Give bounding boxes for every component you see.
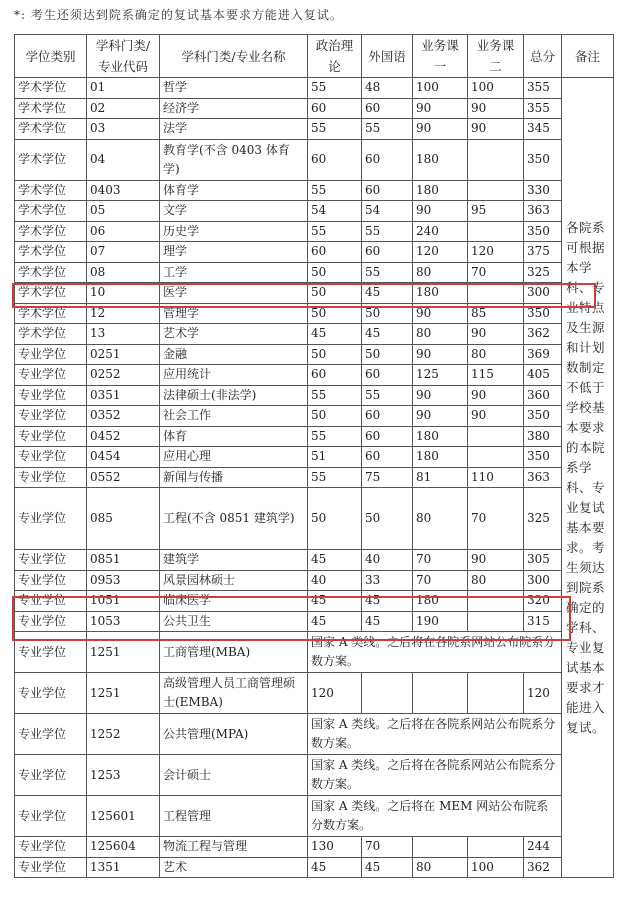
table-row bbox=[15, 755, 614, 796]
cell-code: 1253 bbox=[87, 755, 160, 796]
cell-politics: 45 bbox=[308, 550, 362, 571]
cell-course-two: 120 bbox=[468, 242, 524, 263]
cell-foreign-language: 50 bbox=[362, 344, 413, 365]
cell-total: 375 bbox=[524, 242, 562, 263]
table-row bbox=[15, 591, 614, 612]
cell-total: 315 bbox=[524, 611, 562, 632]
cell-course-one: 90 bbox=[413, 385, 468, 406]
cell-total: 345 bbox=[524, 119, 562, 140]
table-row bbox=[15, 119, 614, 140]
cell-politics: 45 bbox=[308, 611, 362, 632]
cell-course-two bbox=[468, 673, 524, 714]
cell-foreign-language: 60 bbox=[362, 180, 413, 201]
cell-code: 07 bbox=[87, 242, 160, 263]
cell-total: 300 bbox=[524, 570, 562, 591]
header-code: 学科门类/专业代码 bbox=[87, 35, 160, 78]
cell-degree-type: 专业学位 bbox=[15, 837, 87, 858]
table-row bbox=[15, 488, 614, 550]
cell-code: 01 bbox=[87, 78, 160, 99]
cell-code: 1051 bbox=[87, 591, 160, 612]
cell-code: 12 bbox=[87, 303, 160, 324]
cell-course-two bbox=[468, 221, 524, 242]
cell-code: 0252 bbox=[87, 365, 160, 386]
cell-course-one bbox=[413, 673, 468, 714]
cell-course-two: 100 bbox=[468, 78, 524, 99]
cell-degree-type: 学术学位 bbox=[15, 242, 87, 263]
cell-course-one: 70 bbox=[413, 570, 468, 591]
cell-foreign-language: 60 bbox=[362, 406, 413, 427]
header-total: 总分 bbox=[524, 35, 562, 78]
cell-name: 体育 bbox=[160, 426, 308, 447]
cell-name: 历史学 bbox=[160, 221, 308, 242]
cell-name: 风景园林硕士 bbox=[160, 570, 308, 591]
table-row bbox=[15, 201, 614, 222]
cell-name: 教育学(不含 0403 体育学) bbox=[160, 139, 308, 180]
cell-degree-type: 专业学位 bbox=[15, 755, 87, 796]
cell-code: 0953 bbox=[87, 570, 160, 591]
cell-code: 0454 bbox=[87, 447, 160, 468]
cell-degree-type: 学术学位 bbox=[15, 139, 87, 180]
table-row bbox=[15, 385, 614, 406]
cell-politics: 50 bbox=[308, 303, 362, 324]
cell-merged-note: 国家 A 类线。之后将在各院系网站公布院系分数方案。 bbox=[308, 632, 562, 673]
cell-name: 新闻与传播 bbox=[160, 467, 308, 488]
cell-code: 13 bbox=[87, 324, 160, 345]
cell-course-one: 80 bbox=[413, 262, 468, 283]
cell-total: 244 bbox=[524, 837, 562, 858]
cell-politics: 50 bbox=[308, 406, 362, 427]
cell-degree-type: 学术学位 bbox=[15, 119, 87, 140]
cell-degree-type: 专业学位 bbox=[15, 632, 87, 673]
cell-course-two: 90 bbox=[468, 324, 524, 345]
table-row bbox=[15, 303, 614, 324]
cell-politics: 51 bbox=[308, 447, 362, 468]
cell-politics: 45 bbox=[308, 324, 362, 345]
cell-course-one: 180 bbox=[413, 283, 468, 304]
cell-degree-type: 专业学位 bbox=[15, 857, 87, 878]
cell-foreign-language: 55 bbox=[362, 119, 413, 140]
cell-code: 125604 bbox=[87, 837, 160, 858]
cell-code: 1053 bbox=[87, 611, 160, 632]
cell-name: 高级管理人员工商管理硕士(EMBA) bbox=[160, 673, 308, 714]
table-row bbox=[15, 857, 614, 878]
cell-foreign-language: 60 bbox=[362, 139, 413, 180]
table-row bbox=[15, 283, 614, 304]
cell-course-one: 100 bbox=[413, 78, 468, 99]
cell-name: 法律硕士(非法学) bbox=[160, 385, 308, 406]
cell-name: 公共管理(MPA) bbox=[160, 714, 308, 755]
table-row bbox=[15, 796, 614, 837]
header-foreign-language: 外国语 bbox=[362, 35, 413, 78]
cell-politics: 60 bbox=[308, 139, 362, 180]
cell-course-one: 80 bbox=[413, 857, 468, 878]
cell-course-one: 125 bbox=[413, 365, 468, 386]
cell-foreign-language: 50 bbox=[362, 488, 413, 550]
cell-total: 330 bbox=[524, 180, 562, 201]
cell-code: 0352 bbox=[87, 406, 160, 427]
cell-politics: 55 bbox=[308, 385, 362, 406]
cell-course-one bbox=[413, 837, 468, 858]
cell-politics: 60 bbox=[308, 98, 362, 119]
cell-degree-type: 学术学位 bbox=[15, 98, 87, 119]
header-remark: 备注 bbox=[562, 35, 614, 78]
cell-total: 350 bbox=[524, 303, 562, 324]
cell-politics: 54 bbox=[308, 201, 362, 222]
cell-total: 325 bbox=[524, 262, 562, 283]
cell-name: 哲学 bbox=[160, 78, 308, 99]
cell-course-one: 90 bbox=[413, 406, 468, 427]
cell-course-one: 80 bbox=[413, 324, 468, 345]
cell-politics: 40 bbox=[308, 570, 362, 591]
cell-degree-type: 专业学位 bbox=[15, 488, 87, 550]
cell-total: 362 bbox=[524, 324, 562, 345]
cell-course-one: 90 bbox=[413, 98, 468, 119]
table-row bbox=[15, 365, 614, 386]
cell-course-two: 90 bbox=[468, 98, 524, 119]
cell-politics: 120 bbox=[308, 673, 362, 714]
cell-course-one: 90 bbox=[413, 344, 468, 365]
cell-code: 1251 bbox=[87, 673, 160, 714]
cell-total: 363 bbox=[524, 467, 562, 488]
cell-course-two: 85 bbox=[468, 303, 524, 324]
cell-course-two: 115 bbox=[468, 365, 524, 386]
cell-name: 文学 bbox=[160, 201, 308, 222]
cell-degree-type: 专业学位 bbox=[15, 385, 87, 406]
cell-degree-type: 专业学位 bbox=[15, 570, 87, 591]
cell-politics: 55 bbox=[308, 467, 362, 488]
cell-name: 体育学 bbox=[160, 180, 308, 201]
cell-degree-type: 专业学位 bbox=[15, 426, 87, 447]
cell-code: 085 bbox=[87, 488, 160, 550]
cell-course-two: 80 bbox=[468, 344, 524, 365]
cell-degree-type: 学术学位 bbox=[15, 262, 87, 283]
cell-name: 金融 bbox=[160, 344, 308, 365]
cell-name: 公共卫生 bbox=[160, 611, 308, 632]
cell-course-one: 240 bbox=[413, 221, 468, 242]
cell-total: 300 bbox=[524, 283, 562, 304]
cell-course-one: 90 bbox=[413, 303, 468, 324]
cell-code: 05 bbox=[87, 201, 160, 222]
cell-degree-type: 专业学位 bbox=[15, 796, 87, 837]
cell-foreign-language: 60 bbox=[362, 365, 413, 386]
cell-course-two bbox=[468, 837, 524, 858]
footnote: *: 考生还须达到院系确定的复试基本要求方能进入复试。 bbox=[14, 8, 343, 22]
cell-foreign-language: 45 bbox=[362, 611, 413, 632]
cell-course-two bbox=[468, 591, 524, 612]
cell-course-two: 70 bbox=[468, 262, 524, 283]
cell-politics: 55 bbox=[308, 180, 362, 201]
cell-course-one: 180 bbox=[413, 591, 468, 612]
cell-total: 325 bbox=[524, 488, 562, 550]
cell-degree-type: 专业学位 bbox=[15, 447, 87, 468]
table-row bbox=[15, 78, 614, 99]
cell-total: 305 bbox=[524, 550, 562, 571]
cell-degree-type: 专业学位 bbox=[15, 406, 87, 427]
cell-total: 369 bbox=[524, 344, 562, 365]
cell-course-two: 95 bbox=[468, 201, 524, 222]
cell-politics: 50 bbox=[308, 283, 362, 304]
cell-degree-type: 专业学位 bbox=[15, 591, 87, 612]
header-row bbox=[15, 35, 614, 78]
table-row bbox=[15, 550, 614, 571]
cell-foreign-language: 45 bbox=[362, 283, 413, 304]
cell-politics: 45 bbox=[308, 591, 362, 612]
cell-course-one: 190 bbox=[413, 611, 468, 632]
cell-degree-type: 专业学位 bbox=[15, 550, 87, 571]
cell-name: 艺术学 bbox=[160, 324, 308, 345]
cell-course-two: 90 bbox=[468, 119, 524, 140]
table-row bbox=[15, 426, 614, 447]
header-course-two: 业务课二 bbox=[468, 35, 524, 78]
cell-course-two bbox=[468, 447, 524, 468]
cell-code: 125601 bbox=[87, 796, 160, 837]
cell-foreign-language: 45 bbox=[362, 324, 413, 345]
cell-course-two bbox=[468, 180, 524, 201]
cell-name: 社会工作 bbox=[160, 406, 308, 427]
cell-foreign-language: 55 bbox=[362, 385, 413, 406]
cell-foreign-language: 33 bbox=[362, 570, 413, 591]
table-row bbox=[15, 611, 614, 632]
cell-name: 应用统计 bbox=[160, 365, 308, 386]
cell-degree-type: 专业学位 bbox=[15, 365, 87, 386]
cell-politics: 55 bbox=[308, 78, 362, 99]
cell-total: 350 bbox=[524, 447, 562, 468]
cell-degree-type: 专业学位 bbox=[15, 611, 87, 632]
cell-politics: 60 bbox=[308, 365, 362, 386]
cell-total: 405 bbox=[524, 365, 562, 386]
cell-course-one: 70 bbox=[413, 550, 468, 571]
cell-course-one: 80 bbox=[413, 488, 468, 550]
table-row bbox=[15, 673, 614, 714]
cell-degree-type: 学术学位 bbox=[15, 78, 87, 99]
cell-course-one: 180 bbox=[413, 180, 468, 201]
table-row bbox=[15, 180, 614, 201]
cell-foreign-language: 50 bbox=[362, 303, 413, 324]
cell-politics: 50 bbox=[308, 262, 362, 283]
cell-course-one: 120 bbox=[413, 242, 468, 263]
cell-total: 120 bbox=[524, 673, 562, 714]
cell-course-two: 90 bbox=[468, 406, 524, 427]
table-row bbox=[15, 221, 614, 242]
cell-course-two bbox=[468, 283, 524, 304]
cell-politics: 55 bbox=[308, 221, 362, 242]
cell-degree-type: 学术学位 bbox=[15, 303, 87, 324]
cell-total: 362 bbox=[524, 857, 562, 878]
header-degree-type: 学位类别 bbox=[15, 35, 87, 78]
cell-degree-type: 学术学位 bbox=[15, 201, 87, 222]
cell-foreign-language: 75 bbox=[362, 467, 413, 488]
table-row bbox=[15, 324, 614, 345]
cell-foreign-language bbox=[362, 673, 413, 714]
cell-course-two: 90 bbox=[468, 385, 524, 406]
cell-total: 363 bbox=[524, 201, 562, 222]
cell-name: 临床医学 bbox=[160, 591, 308, 612]
cell-name: 法学 bbox=[160, 119, 308, 140]
cell-degree-type: 专业学位 bbox=[15, 344, 87, 365]
table-row bbox=[15, 406, 614, 427]
header-politics: 政治理论 bbox=[308, 35, 362, 78]
cell-politics: 45 bbox=[308, 857, 362, 878]
cell-course-two bbox=[468, 611, 524, 632]
cell-remark: 各院系可根据本学科、专业特点及生源和计划数制定不低于学校基本要求的本院系学科、专业复试基本要求。考生须达到院系确定的学科、专业复试基本要求才能进入复试。 bbox=[562, 78, 614, 878]
cell-course-one: 180 bbox=[413, 139, 468, 180]
cell-name: 工程(不含 0851 建筑学) bbox=[160, 488, 308, 550]
cell-total: 360 bbox=[524, 385, 562, 406]
cell-course-two: 70 bbox=[468, 488, 524, 550]
cell-foreign-language: 60 bbox=[362, 426, 413, 447]
table-row bbox=[15, 570, 614, 591]
cell-code: 06 bbox=[87, 221, 160, 242]
cell-foreign-language: 54 bbox=[362, 201, 413, 222]
table-row bbox=[15, 467, 614, 488]
cell-politics: 50 bbox=[308, 344, 362, 365]
cell-course-two: 110 bbox=[468, 467, 524, 488]
cell-total: 350 bbox=[524, 221, 562, 242]
table-row bbox=[15, 837, 614, 858]
cell-foreign-language: 60 bbox=[362, 242, 413, 263]
cell-merged-note: 国家 A 类线。之后将在 MEM 网站公布院系分数方案。 bbox=[308, 796, 562, 837]
cell-code: 0851 bbox=[87, 550, 160, 571]
cell-politics: 55 bbox=[308, 119, 362, 140]
cell-course-one: 180 bbox=[413, 447, 468, 468]
cell-foreign-language: 55 bbox=[362, 262, 413, 283]
cell-name: 医学 bbox=[160, 283, 308, 304]
cell-course-one: 90 bbox=[413, 201, 468, 222]
cell-name: 经济学 bbox=[160, 98, 308, 119]
cell-foreign-language: 60 bbox=[362, 447, 413, 468]
cell-name: 工程管理 bbox=[160, 796, 308, 837]
cell-total: 320 bbox=[524, 591, 562, 612]
cell-foreign-language: 48 bbox=[362, 78, 413, 99]
cell-degree-type: 学术学位 bbox=[15, 221, 87, 242]
cell-degree-type: 专业学位 bbox=[15, 714, 87, 755]
cell-foreign-language: 70 bbox=[362, 837, 413, 858]
cell-politics: 55 bbox=[308, 426, 362, 447]
cell-degree-type: 专业学位 bbox=[15, 673, 87, 714]
cell-code: 1252 bbox=[87, 714, 160, 755]
cell-name: 会计硕士 bbox=[160, 755, 308, 796]
cell-foreign-language: 60 bbox=[362, 98, 413, 119]
cell-course-one: 180 bbox=[413, 426, 468, 447]
admission-score-table bbox=[14, 34, 614, 878]
cell-foreign-language: 55 bbox=[362, 221, 413, 242]
cell-foreign-language: 45 bbox=[362, 591, 413, 612]
cell-code: 0351 bbox=[87, 385, 160, 406]
cell-name: 建筑学 bbox=[160, 550, 308, 571]
cell-name: 应用心理 bbox=[160, 447, 308, 468]
cell-code: 08 bbox=[87, 262, 160, 283]
table-row bbox=[15, 242, 614, 263]
cell-name: 物流工程与管理 bbox=[160, 837, 308, 858]
cell-course-two bbox=[468, 139, 524, 180]
cell-code: 1251 bbox=[87, 632, 160, 673]
cell-code: 1351 bbox=[87, 857, 160, 878]
cell-code: 03 bbox=[87, 119, 160, 140]
header-name: 学科门类/专业名称 bbox=[160, 35, 308, 78]
cell-degree-type: 专业学位 bbox=[15, 467, 87, 488]
cell-merged-note: 国家 A 类线。之后将在各院系网站公布院系分数方案。 bbox=[308, 714, 562, 755]
cell-name: 工商管理(MBA) bbox=[160, 632, 308, 673]
table-row bbox=[15, 344, 614, 365]
cell-course-two bbox=[468, 426, 524, 447]
table-row bbox=[15, 632, 614, 673]
cell-course-one: 90 bbox=[413, 119, 468, 140]
cell-degree-type: 学术学位 bbox=[15, 180, 87, 201]
cell-total: 355 bbox=[524, 78, 562, 99]
cell-degree-type: 学术学位 bbox=[15, 283, 87, 304]
cell-politics: 50 bbox=[308, 488, 362, 550]
table-row bbox=[15, 714, 614, 755]
cell-foreign-language: 40 bbox=[362, 550, 413, 571]
cell-code: 0452 bbox=[87, 426, 160, 447]
cell-code: 0552 bbox=[87, 467, 160, 488]
cell-name: 艺术 bbox=[160, 857, 308, 878]
cell-course-two: 100 bbox=[468, 857, 524, 878]
cell-total: 355 bbox=[524, 98, 562, 119]
cell-code: 04 bbox=[87, 139, 160, 180]
cell-total: 350 bbox=[524, 406, 562, 427]
cell-politics: 130 bbox=[308, 837, 362, 858]
cell-degree-type: 学术学位 bbox=[15, 324, 87, 345]
cell-code: 10 bbox=[87, 283, 160, 304]
cell-name: 理学 bbox=[160, 242, 308, 263]
table-row bbox=[15, 98, 614, 119]
cell-foreign-language: 45 bbox=[362, 857, 413, 878]
cell-name: 工学 bbox=[160, 262, 308, 283]
table-row bbox=[15, 139, 614, 180]
cell-course-two: 90 bbox=[468, 550, 524, 571]
table-row bbox=[15, 262, 614, 283]
cell-merged-note: 国家 A 类线。之后将在各院系网站公布院系分数方案。 bbox=[308, 755, 562, 796]
cell-name: 管理学 bbox=[160, 303, 308, 324]
cell-course-one: 81 bbox=[413, 467, 468, 488]
cell-politics: 60 bbox=[308, 242, 362, 263]
cell-code: 0251 bbox=[87, 344, 160, 365]
cell-total: 380 bbox=[524, 426, 562, 447]
table-row bbox=[15, 447, 614, 468]
cell-total: 350 bbox=[524, 139, 562, 180]
header-course-one: 业务课一 bbox=[413, 35, 468, 78]
cell-code: 02 bbox=[87, 98, 160, 119]
cell-code: 0403 bbox=[87, 180, 160, 201]
cell-course-two: 80 bbox=[468, 570, 524, 591]
